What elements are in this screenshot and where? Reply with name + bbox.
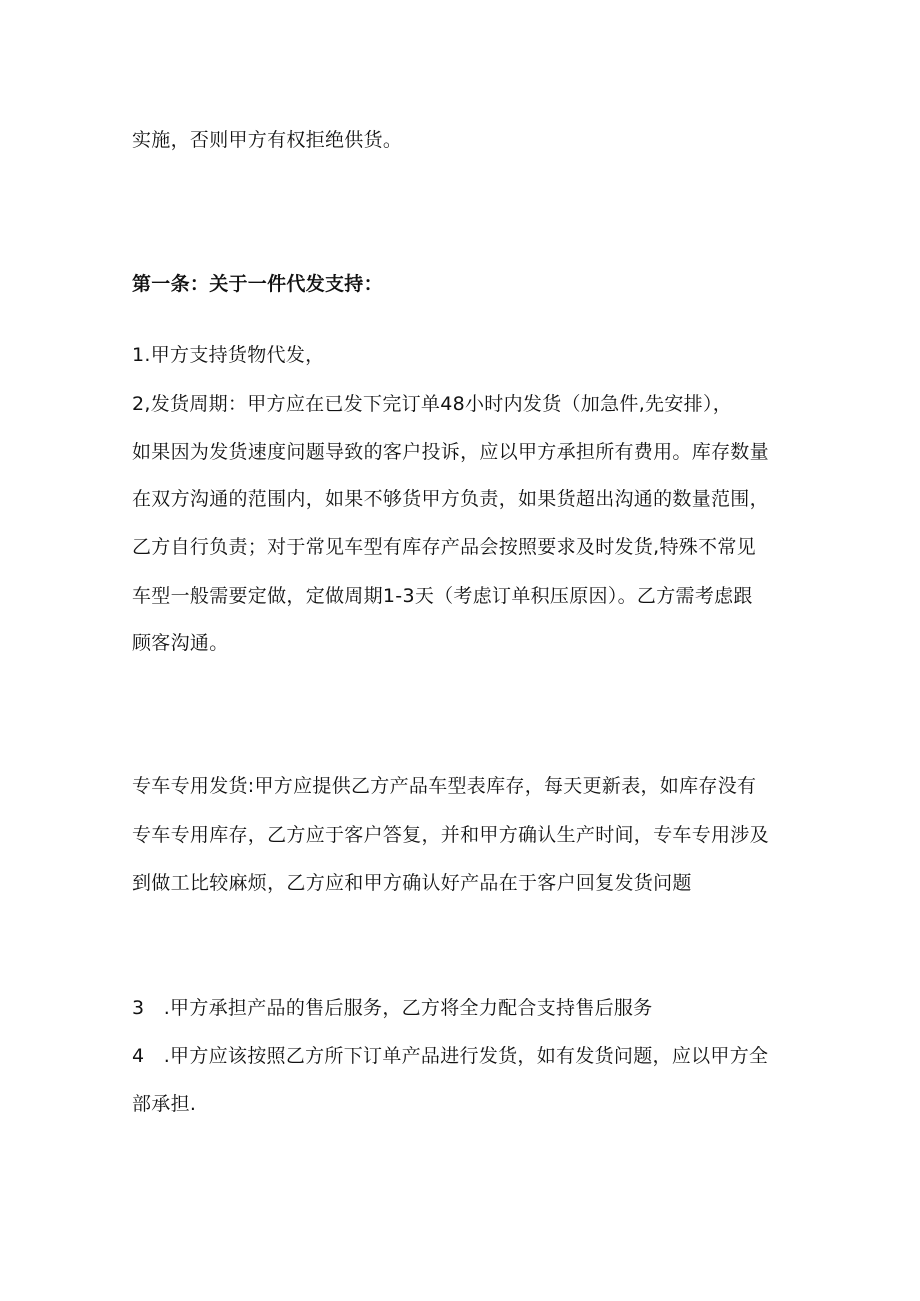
item-4-line: 4 .甲方应该按照乙方所下订单产品进行发货，如有发货问题，应以甲方全: [132, 1045, 769, 1067]
item-2-line: 乙方自行负责；对于常见车型有库存产品会按照要求及时发货,特殊不常见: [132, 536, 756, 558]
item-2-line: 在双方沟通的范围内，如果不够货甲方负责，如果货超出沟通的数量范围，: [132, 488, 769, 510]
item-2-line: 如果因为发货速度问题导致的客户投诉，应以甲方承担所有费用。库存数量: [132, 441, 769, 463]
special-line: 专车专用发货:甲方应提供乙方产品车型表库存，每天更新表，如库存没有: [132, 775, 757, 797]
special-line: 专车专用库存，乙方应于客户答复，并和甲方确认生产时间，专车专用涉及: [132, 824, 769, 846]
item-2-line: 顾客沟通。: [132, 632, 229, 654]
item-2-first-line: 2,发货周期：甲方应在已发下完订单48小时内发货（加急件,先安排），: [132, 393, 733, 415]
special-line: 到做工比较麻烦，乙方应和甲方确认好产品在于客户回复发货问题: [132, 872, 692, 894]
item-2-line: 车型一般需要定做，定做周期1-3天（考虑订单积压原因）。乙方需考虑跟: [132, 585, 753, 607]
item-3: 3 .甲方承担产品的售后服务，乙方将全力配合支持售后服务: [132, 997, 653, 1019]
item-4-line: 部承担.: [132, 1093, 197, 1115]
article-heading: 第一条：关于一件代发支持：: [132, 273, 383, 295]
item-1: 1.甲方支持货物代发，: [132, 344, 325, 366]
continuation-text: 实施，否则甲方有权拒绝供货。: [132, 129, 403, 151]
